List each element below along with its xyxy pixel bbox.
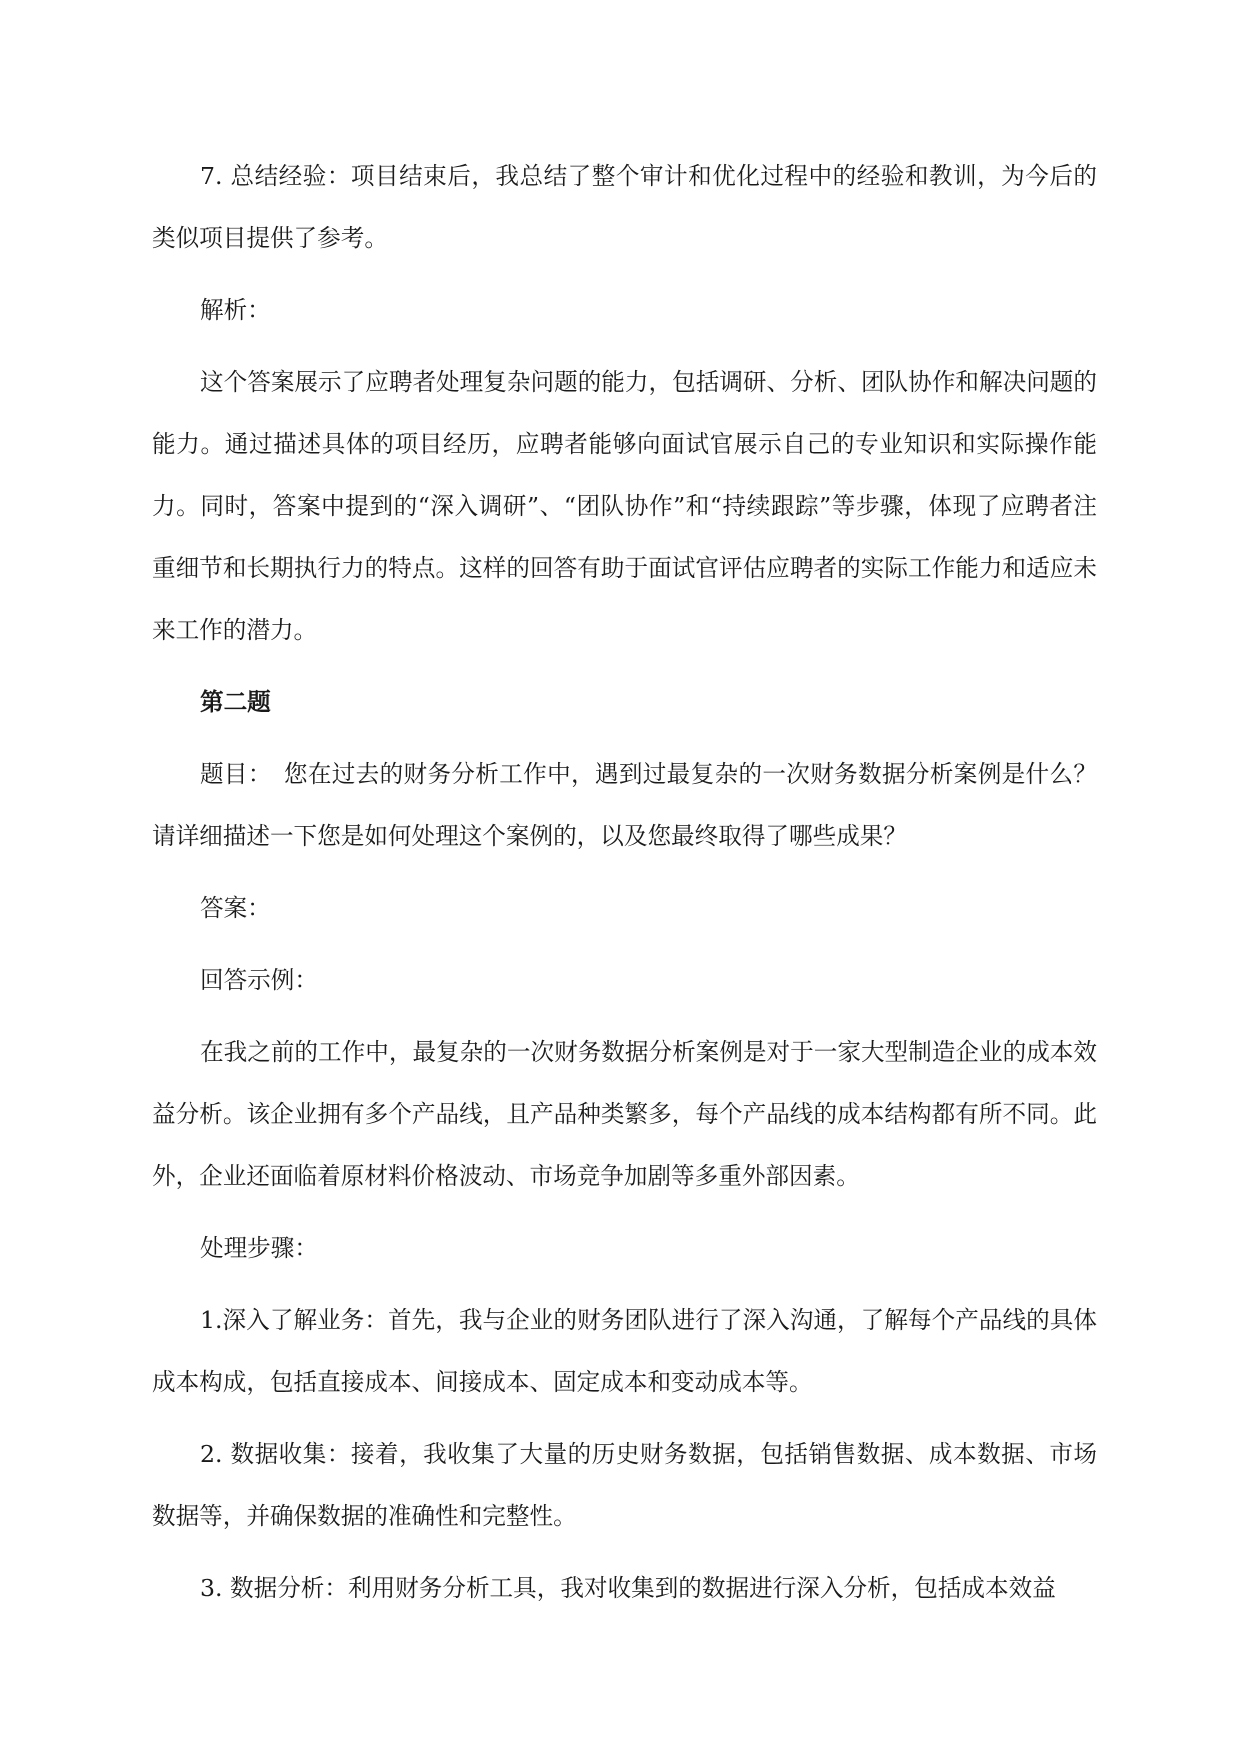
document-body xyxy=(152,145,1097,1629)
paragraph-answer-label: 答案： xyxy=(200,894,271,922)
paragraph-step-2: 2. 数据收集：接着，我收集了大量的历史财务数据，包括销售数据、成本数据、市场数据等，并确保数据的准确性和完整性。 xyxy=(152,1440,1097,1530)
paragraph-example-label: 回答示例： xyxy=(200,966,318,994)
paragraph-analysis-label: 解析： xyxy=(200,296,271,324)
paragraph-step-1: 1.深入了解业务：首先，我与企业的财务团队进行了深入沟通，了解每个产品线的具体成本构成，包括直接成本、间接成本、固定成本和变动成本等。 xyxy=(152,1306,1097,1396)
paragraph-question-text: 题目： 您在过去的财务分析工作中，遇到过最复杂的一次财务数据分析案例是什么？请详细描述一下您是如何处理这个案例的，以及您最终取得了哪些成果？ xyxy=(152,760,1097,850)
section-heading-question-two: 第二题 xyxy=(200,688,271,716)
paragraph-step-3: 3. 数据分析：利用财务分析工具，我对收集到的数据进行深入分析，包括成本效益 xyxy=(200,1574,1056,1602)
paragraph-summary-experience: 7. 总结经验：项目结束后，我总结了整个审计和优化过程中的经验和教训，为今后的类似项目提供了参考。 xyxy=(152,162,1097,252)
paragraph-case-description: 在我之前的工作中，最复杂的一次财务数据分析案例是对于一家大型制造企业的成本效益分析。该企业拥有多个产品线，且产品种类繁多，每个产品线的成本结构都有所不同。此外，企业还面临着原材料价格波动、市场竞争加剧等多重外部因素。 xyxy=(152,1038,1097,1190)
paragraph-analysis-text: 这个答案展示了应聘者处理复杂问题的能力，包括调研、分析、团队协作和解决问题的能力。通过描述具体的项目经历，应聘者能够向面试官展示自己的专业知识和实际操作能力。同时，答案中提到的“深入调研”、“团队协作”和“持续跟踪”等步骤，体现了应聘者注重细节和长期执行力的特点。这样的回答有助于面试官评估应聘者的实际工作能力和适应未来工作的潜力。 xyxy=(152,368,1097,644)
paragraph-steps-label: 处理步骤： xyxy=(200,1234,318,1262)
